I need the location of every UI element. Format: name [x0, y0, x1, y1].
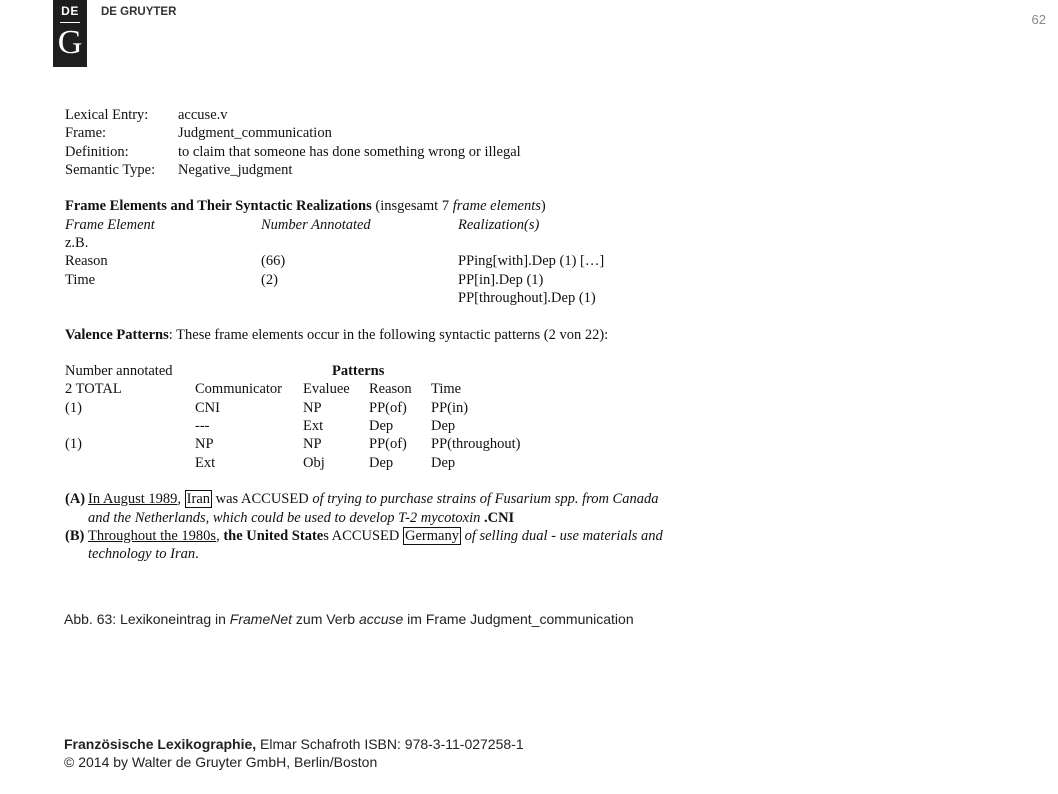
- example-b-comma: ,: [216, 527, 220, 544]
- valence-heading-rest: : These frame elements occur in the following syntactic patterns (2 von 22):: [168, 326, 609, 343]
- frame-element-realization: PPing[with].Dep (1) […]: [458, 253, 605, 270]
- example-b-boxed: Germany: [405, 527, 459, 544]
- frame-element-name: Reason: [65, 253, 108, 270]
- frame-label: Frame:: [65, 125, 107, 142]
- zb-label: z.B.: [65, 235, 89, 252]
- example-b-italic: of selling dual - use materials and technology to Iran: [88, 527, 663, 563]
- lexical-entry-value: accuse.v: [178, 107, 228, 123]
- valence-pattern-row: [65, 454, 685, 472]
- valence-cell: 2 TOTAL: [65, 381, 122, 398]
- valence-cell: Dep: [431, 418, 456, 435]
- column-header-realizations: Realization(s): [458, 216, 540, 233]
- valence-heading-bold: Valence Patterns: [65, 326, 169, 343]
- publisher-logo: [53, 0, 87, 67]
- valence-pattern-row: [65, 435, 685, 453]
- frame-element-name: Time: [65, 271, 96, 288]
- valence-cell: Evaluee: [303, 381, 350, 398]
- frame-element-row: [65, 252, 685, 270]
- example-a-underlined: In August 1989: [88, 491, 178, 508]
- logo-g-text: G: [57, 24, 83, 61]
- example-a-label: (A): [65, 491, 86, 508]
- frame-element-count: (2): [261, 271, 278, 288]
- framenet-figure: [65, 106, 685, 563]
- valence-cell: Dep: [369, 454, 394, 471]
- column-header-frame-element: Frame Element: [65, 216, 155, 233]
- definition-row: [65, 143, 685, 161]
- frame-elements-column-headers: [65, 216, 685, 234]
- frame-elements-heading-italic: frame elements: [452, 198, 541, 215]
- example-b: [65, 527, 678, 564]
- caption-italic-framenet: FrameNet: [229, 611, 293, 627]
- valence-cell: (1): [65, 436, 82, 453]
- valence-cell: Reason: [369, 381, 412, 398]
- valence-cell: Dep: [369, 418, 394, 435]
- valence-cell: PP(throughout): [431, 436, 521, 453]
- footer-copyright: © 2014 by Walter de Gruyter GmbH, Berlin/Boston: [64, 754, 378, 770]
- column-header-number-annotated: Number Annotated: [261, 216, 371, 233]
- caption-middle: zum Verb: [292, 611, 359, 627]
- logo-de-text: DE: [61, 4, 79, 18]
- zb-row: [65, 234, 685, 252]
- valence-cell: Ext: [303, 418, 324, 435]
- semantic-type-label: Semantic Type:: [65, 161, 156, 178]
- valence-pattern-row: [65, 417, 685, 435]
- frame-element-count: (66): [261, 253, 286, 270]
- frame-element-row: [65, 271, 685, 289]
- example-a-boxed: Iran: [186, 491, 211, 508]
- lexical-entry-label: Lexical Entry:: [65, 107, 149, 123]
- valence-cell: Obj: [303, 454, 325, 471]
- frame-element-realization: PP[in].Dep (1): [458, 271, 544, 288]
- example-b-verb: s ACCUSED: [323, 527, 403, 544]
- figure-caption: [64, 611, 634, 627]
- frame-elements-heading-rest2: ): [540, 198, 546, 215]
- valence-cell: PP(of): [369, 436, 407, 453]
- logo-divider: [60, 22, 80, 23]
- example-b-label: (B): [65, 527, 85, 544]
- example-a-comma: ,: [177, 491, 182, 508]
- definition-value: to claim that someone has done something wrong or illegal: [178, 143, 521, 160]
- valence-pattern-row: [65, 399, 685, 417]
- frame-value: Judgment_communication: [178, 125, 332, 142]
- valence-cell: PP(in): [431, 399, 469, 416]
- caption-suffix: im Frame Judgment_communication: [403, 611, 634, 627]
- lexical-entry-row: [65, 106, 685, 124]
- example-a-tail: .CNI: [480, 509, 515, 526]
- valence-heading: [65, 326, 685, 344]
- valence-cell: CNI: [195, 399, 220, 416]
- valence-cell: NP: [303, 436, 322, 453]
- page-number: 62: [1031, 12, 1046, 27]
- example-b-bold: the United State: [223, 527, 324, 544]
- valence-cell: Time: [431, 381, 462, 398]
- frame-elements-heading-bold: Frame Elements and Their Syntactic Realizations: [65, 198, 372, 215]
- caption-prefix: Abb. 63: Lexikoneintrag in: [64, 611, 230, 627]
- valence-cell: NP: [195, 436, 214, 453]
- frame-elements-heading: [65, 197, 685, 215]
- example-a-italic: of trying to purchase strains of Fusarium spp. from Canada and the Netherlands, which could be used to develop T-2 mycotoxin: [88, 491, 659, 526]
- example-b-end: .: [195, 546, 199, 563]
- patterns-label: Patterns: [332, 363, 385, 380]
- example-a: [65, 490, 678, 527]
- valence-header-row: [65, 362, 685, 380]
- frame-element-row-continued: [65, 289, 685, 307]
- example-a-verb: was ACCUSED: [212, 491, 313, 508]
- valence-cell: Dep: [431, 454, 456, 471]
- valence-cell: PP(of): [369, 399, 407, 416]
- frame-elements-heading-rest1: (insgesamt 7: [371, 198, 453, 215]
- semantic-type-value: Negative_judgment: [178, 161, 293, 178]
- footer-author-isbn: Elmar Schafroth ISBN: 978-3-11-027258-1: [256, 736, 524, 752]
- frame-element-realization: PP[throughout].Dep (1): [458, 289, 596, 306]
- frame-row: [65, 124, 685, 142]
- valence-cell: Ext: [195, 454, 216, 471]
- example-b-underlined: Throughout the 1980s: [88, 527, 217, 544]
- valence-total-row: [65, 380, 685, 398]
- definition-label: Definition:: [65, 143, 129, 160]
- valence-cell: ---: [195, 418, 210, 435]
- valence-cell: Communicator: [195, 381, 282, 398]
- caption-italic-accuse: accuse: [358, 611, 404, 627]
- valence-cell: NP: [303, 399, 322, 416]
- semantic-type-row: [65, 161, 685, 179]
- footer-citation: [64, 735, 524, 753]
- valence-cell: (1): [65, 399, 82, 416]
- page-footer: [64, 735, 524, 771]
- footer-book-title: Französische Lexikographie,: [64, 736, 257, 752]
- publisher-name: DE GRUYTER: [101, 6, 177, 18]
- number-annotated-label: Number annotated: [65, 363, 173, 380]
